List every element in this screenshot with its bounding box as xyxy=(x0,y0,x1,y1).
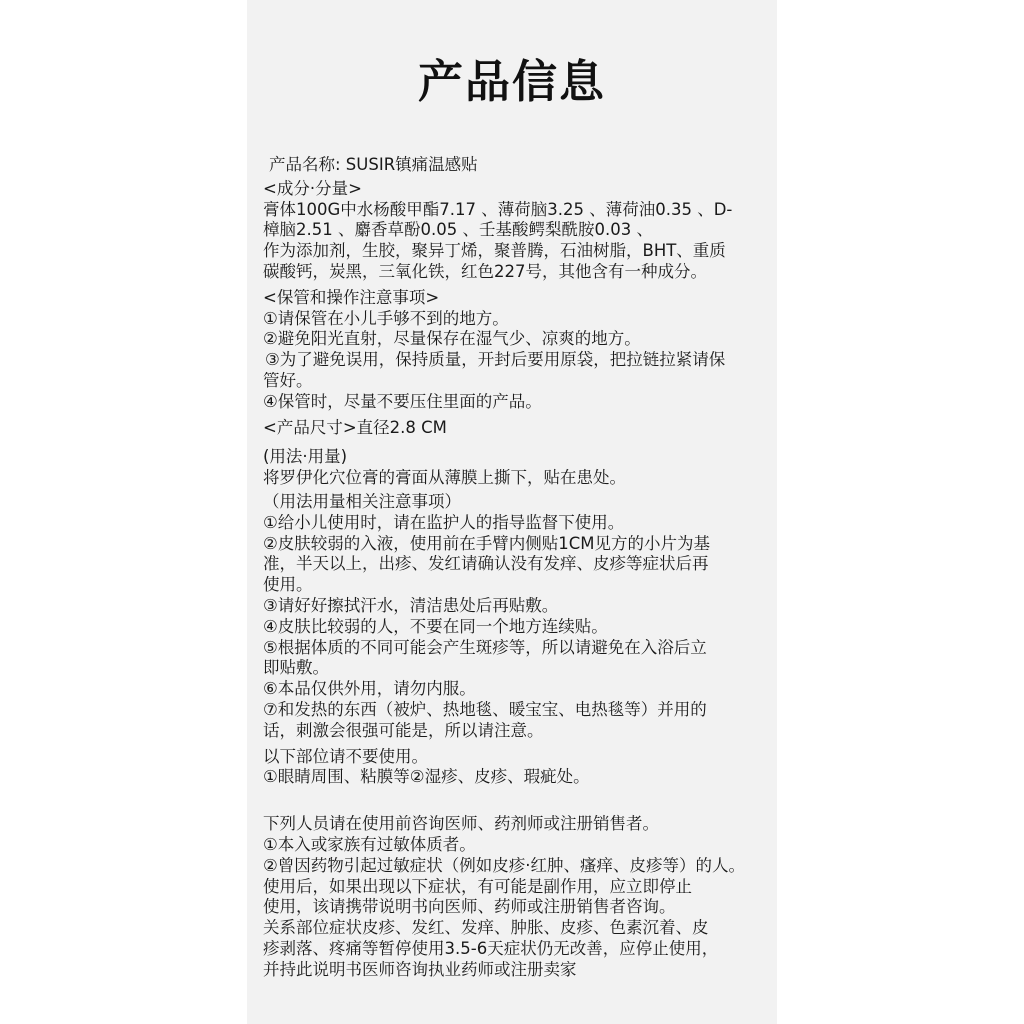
section-heading-storage: <保管和操作注意事项> xyxy=(263,287,440,307)
text-line: 将罗伊化穴位膏的膏面从薄膜上撕下，贴在患处。 xyxy=(263,468,626,488)
section-heading-ingredients: <成分·分量> xyxy=(263,178,362,198)
product-name-line: 产品名称: SUSIR镇痛温感贴 xyxy=(269,155,478,174)
text-line: ④皮肤比较弱的人，不要在同一个地方连续贴。 xyxy=(263,616,608,636)
text-line: 即贴敷。 xyxy=(263,658,329,678)
section-heading-usage-notes: （用法用量相关注意事项） xyxy=(263,491,461,511)
text-line: ③为了避免误用，保持质量，开封后要用原袋，把拉链拉紧请保 xyxy=(265,350,726,370)
text-line: 作为添加剂，生胶，聚异丁烯，聚普腾，石油树脂，BHT、重质 xyxy=(263,241,726,261)
text-line: ②皮肤较弱的入液，使用前在手臂内侧贴1CM见方的小片为基 xyxy=(263,533,711,553)
page-title: 产品信息 xyxy=(417,55,606,108)
text-line: 并持此说明书医师咨询执业药师或注册卖家 xyxy=(263,959,577,979)
product-info-panel xyxy=(247,0,777,1024)
product-info-body xyxy=(263,155,775,980)
text-line: 使用，该请携带说明书向医师、药师或注册销售者咨询。 xyxy=(263,897,676,917)
text-line: ①给小儿使用时，请在监护人的指导监督下使用。 xyxy=(263,512,625,532)
text-line: 碳酸钙，炭黑，三氧化铁，红色227号，其他含有一种成分。 xyxy=(263,261,707,281)
text-line: 疹剥落、疼痛等暂停使用3.5-6天症状仍无改善，应停止使用， xyxy=(263,938,719,958)
text-line: 管好。 xyxy=(263,370,313,390)
text-line: ⑥本品仅供外用，请勿内服。 xyxy=(263,679,476,699)
text-line: 准，半天以上，出疹、发红请确认没有发痒、皮疹等症状后再 xyxy=(263,554,709,574)
text-line: ②曾因药物引起过敏症状（例如皮疹·红肿、瘙痒、皮疹等）的人。 xyxy=(263,855,746,875)
text-line: 关系部位症状皮疹、发红、发痒、肿胀、皮疹、色素沉着、皮 xyxy=(263,918,709,938)
text-line: ③请好好擦拭汗水，清洁患处后再贴敷。 xyxy=(263,595,559,615)
text-line: ①眼睛周围、粘膜等②湿疹、皮疹、瑕疵处。 xyxy=(263,767,590,787)
text-line: ①请保管在小儿手够不到的地方。 xyxy=(263,308,509,328)
text-line: ⑤根据体质的不同可能会产生斑疹等，所以请避免在入浴后立 xyxy=(263,637,707,657)
text-line: 樟脑2.51 、麝香草酚0.05 、壬基酸鳄梨酰胺0.03 、 xyxy=(263,220,653,240)
text-line: 使用。 xyxy=(263,575,313,595)
text-line: 膏体100G中水杨酸甲酯7.17 、薄荷脑3.25 、薄荷油0.35 、D- xyxy=(263,199,733,219)
section-heading-restricted-areas: 以下部位请不要使用。 xyxy=(263,746,428,766)
text-line: ④保管时，尽量不要压住里面的产品。 xyxy=(263,391,542,411)
text-line: ⑦和发热的东西（被炉、热地毯、暖宝宝、电热毯等）并用的 xyxy=(263,699,707,719)
text-line: ①本入或家族有过敏体质者。 xyxy=(263,834,476,854)
text-line: 使用后，如果出现以下症状，有可能是副作用，应立即停止 xyxy=(263,876,692,896)
section-heading-size: <产品尺寸>直径2.8 CM xyxy=(263,417,447,437)
text-line: 话，刺激会很强可能是，所以请注意。 xyxy=(263,720,544,740)
text-line: ②避免阳光直射，尽量保存在湿气少、凉爽的地方。 xyxy=(263,329,641,349)
section-heading-usage: (用法·用量) xyxy=(263,447,348,467)
section-heading-consult: 下列人员请在使用前咨询医师、药剂师或注册销售者。 xyxy=(263,814,659,834)
